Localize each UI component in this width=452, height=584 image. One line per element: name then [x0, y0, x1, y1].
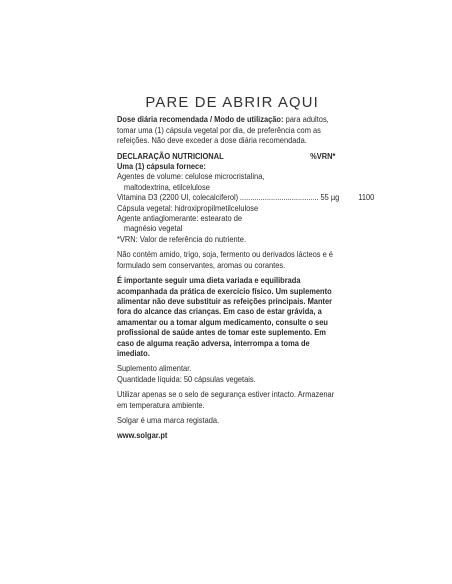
declaration-header — [117, 151, 339, 161]
nutrient-name: Vitamina D3 (2200 UI, colecalciferol) — [117, 192, 239, 203]
page-title: PARE DE ABRIR AQUI — [145, 94, 319, 111]
nutrient-row — [117, 192, 375, 203]
declaration-heading: DECLARAÇÃO NUTRICIONAL — [117, 150, 224, 161]
storage-text: Utilizar apenas se o selo de segurança estiver intacto. Armazenar em temperatura ambiente. — [117, 389, 335, 410]
anticaking-line-1: Agente antiaglomerante: estearato de — [117, 213, 243, 224]
dose-text: para adultos, tomar uma (1) cápsula vegetal por dia, de preferência com as refeições. Não deve exceder a dose diária recomendada. — [117, 114, 329, 146]
warning-text: É importante seguir uma dieta variada e equilibrada acompanhada da prática de exercício físico. Um suplemento alimentar não deve substituir as refeições principais. Manter fora do alcance das crianças. Em caso de estar grávida, a amamentar ou a tomar algum medicamento, consulte o seu profissional de saúde antes de tomar este suplemento. Em caso de alguma reação adversa, interrompa a toma de imediato. — [117, 275, 333, 358]
product-label-text — [117, 94, 375, 441]
nutrient-dots: ...................................... — [239, 192, 319, 203]
net-quantity: Quantidade líquida: 50 cápsulas vegetais. — [117, 373, 256, 384]
website: www.solgar.pt — [117, 430, 168, 441]
capsule-line: Uma (1) cápsula fornece: — [117, 161, 206, 172]
anticaking-line-2: magnésio vegetal — [123, 223, 183, 234]
nutrient-amount: 55 µg — [320, 192, 340, 203]
agents-line-2: maltodextrina, etilcelulose — [123, 181, 210, 192]
supplement-type: Suplemento alimentar. — [117, 363, 192, 374]
vrn-heading: %VRN* — [310, 150, 336, 161]
dose-paragraph — [117, 114, 339, 145]
capsule-material: Cápsula vegetal: hidroxipropilmetilcelulose — [117, 202, 259, 213]
dose-heading: Dose diária recomendada / Modo de utilização: — [117, 114, 284, 125]
vrn-note: *VRN: Valor de referência do nutriente. — [117, 233, 247, 244]
agents-line-1: Agentes de volume: celulose microcristalina, — [117, 171, 265, 182]
nutrient-vrn: 1100 — [358, 192, 375, 203]
trademark-text: Solgar é uma marca registada. — [117, 414, 220, 425]
free-from-text: Não contém amido, trigo, soja, fermento ou derivados lácteos e é formulado sem conservantes, aromas ou corantes. — [117, 249, 333, 270]
